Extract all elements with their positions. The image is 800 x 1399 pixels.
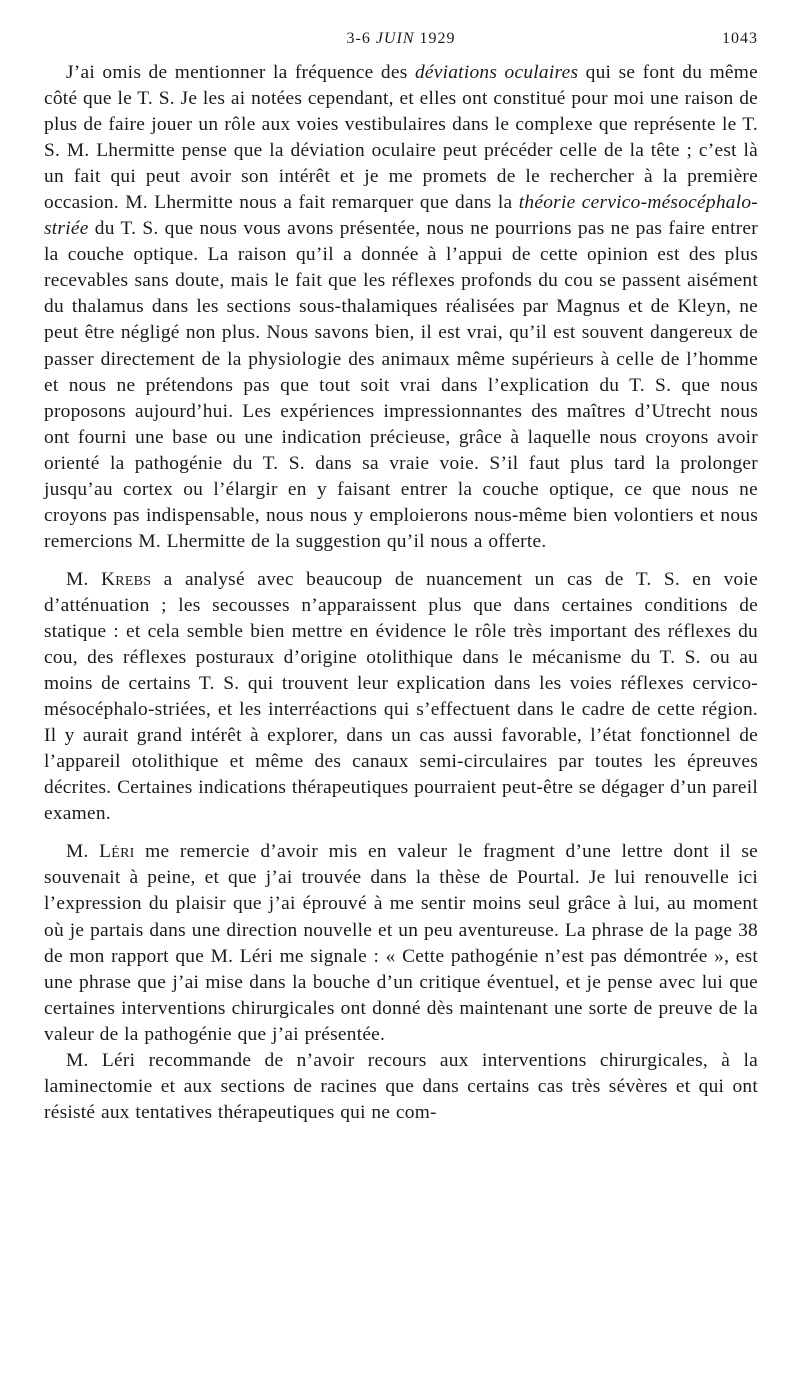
text-run: me remercie d’avoir mis en valeur le fragment d’une lettre dont il se souvenait à peine, et que j’ai trouvée dans la thèse de Pourtal. Je lui renouvelle ici l’expression du plaisir que j’ai éprouvé à me sentir moins seul grâce à lui, au moment où je partais dans une direction nouvelle et un peu aventureuse. La phrase de la page 38 de mon rapport que M. Léri me signale : « Cette pathogénie n’est pas démontrée », est une phrase que j’ai mise dans la bouche d’un critique éventuel, et je pense avec lui que certaines interventions chirurgicales ont donné dès maintenant une sorte de preuve de la valeur de la pathogénie que j’ai présentée. xyxy=(44,841,758,1045)
paragraph-1 xyxy=(44,60,758,555)
running-header xyxy=(44,30,758,60)
text-run: M. xyxy=(66,568,101,590)
journal-page xyxy=(44,30,758,1370)
page-number: 1043 xyxy=(722,30,758,47)
running-title xyxy=(44,30,758,48)
italic-term: déviations oculaires xyxy=(414,62,579,83)
italic-term: théorie cervico-mésocéphalo-striée xyxy=(44,192,759,240)
paragraph-2 xyxy=(44,567,758,827)
date-prefix: 3-6 xyxy=(346,30,376,47)
paragraph-3 xyxy=(44,839,758,1047)
text-run: J’ai omis de mentionner la fréquence des xyxy=(66,62,415,83)
year: 1929 xyxy=(414,30,456,47)
article-body xyxy=(44,60,758,1126)
text-run: du T. S. que nous vous avons présentée, nous ne pourrions pas ne pas faire entrer la couche optique. La raison qu’il a donnée à l’appui de cette opinion est des plus recevables sans doute, mais le fait que les réflexes profonds du cou se passent aisément du thalamus dans les sections sous-thalamiques réalisées par Magnus et de Kleyn, ne peut être négligé non plus. Nous savons bien, il est vrai, qu’il est souvent dangereux de passer directement de la physiologie des animaux même supérieurs à celle de l’homme et nous ne prétendons pas que tout soit vrai dans l’explication du T. S. que nous proposons aujourd’hui. Les expériences impressionnantes des maîtres d’Utrecht nous ont fourni une base ou une indication précieuse, grâce à laquelle nous croyons avoir orienté la pathogénie du T. S. dans sa vraie voie. S’il faut plus tard la prolonger jusqu’au cortex ou l’élargir en y faisant entrer la couche optique, ce que nous ne croyons pas indispensable, nous nous y emploierons nous-même bien volontiers et nous remercions M. Lhermitte de la suggestion qu’il nous a offerte. xyxy=(44,218,758,552)
text-run: M. xyxy=(66,841,100,863)
author-name: Krebs xyxy=(101,568,152,590)
month: JUIN xyxy=(375,30,415,47)
text-run: qui se font du même côté que le T. S. Je les ai notées cependant, et elles ont constitué pour moi une raison de plus de faire jouer un rôle aux voies vestibulaires dans le complexe que représente le T. S. M. Lhermitte pense que la déviation oculaire peut précéder celle de la tête ; c’est là un fait qui peut avoir son intérêt et je me promets de le rechercher à la première occasion. M. Lhermitte nous a fait remarquer que dans la xyxy=(44,62,759,214)
author-name: Léri xyxy=(99,841,135,863)
paragraph-4: M. Léri recommande de n’avoir recours aux interventions chirurgicales, à la laminectomie et aux sections de racines que dans certains cas très sévères et qui ont résisté aux tentatives thérapeutiques qui ne com- xyxy=(44,1049,758,1123)
text-run: a analysé avec beaucoup de nuancement un cas de T. S. en voie d’atténuation ; les secousses n’apparaissent plus que dans certaines conditions de statique : et cela semble bien mettre en évidence le rôle très important des réflexes du cou, des réflexes posturaux d’origine otolithique dans le mécanisme du T. S. ou au moins de certains T. S. qui trouvent leur explication dans les voies réflexes cervico-mésocéphalo-striées, et les interréactions qui s’effectuent dans le cadre de cette région. Il y aurait grand intérêt à explorer, dans un cas aussi favorable, l’état fonctionnel de l’appareil otolithique et même des canaux semi-circulaires par toutes les épreuves décrites. Certaines indications thérapeutiques pourraient peut-être se dégager d’un pareil examen. xyxy=(44,568,758,825)
